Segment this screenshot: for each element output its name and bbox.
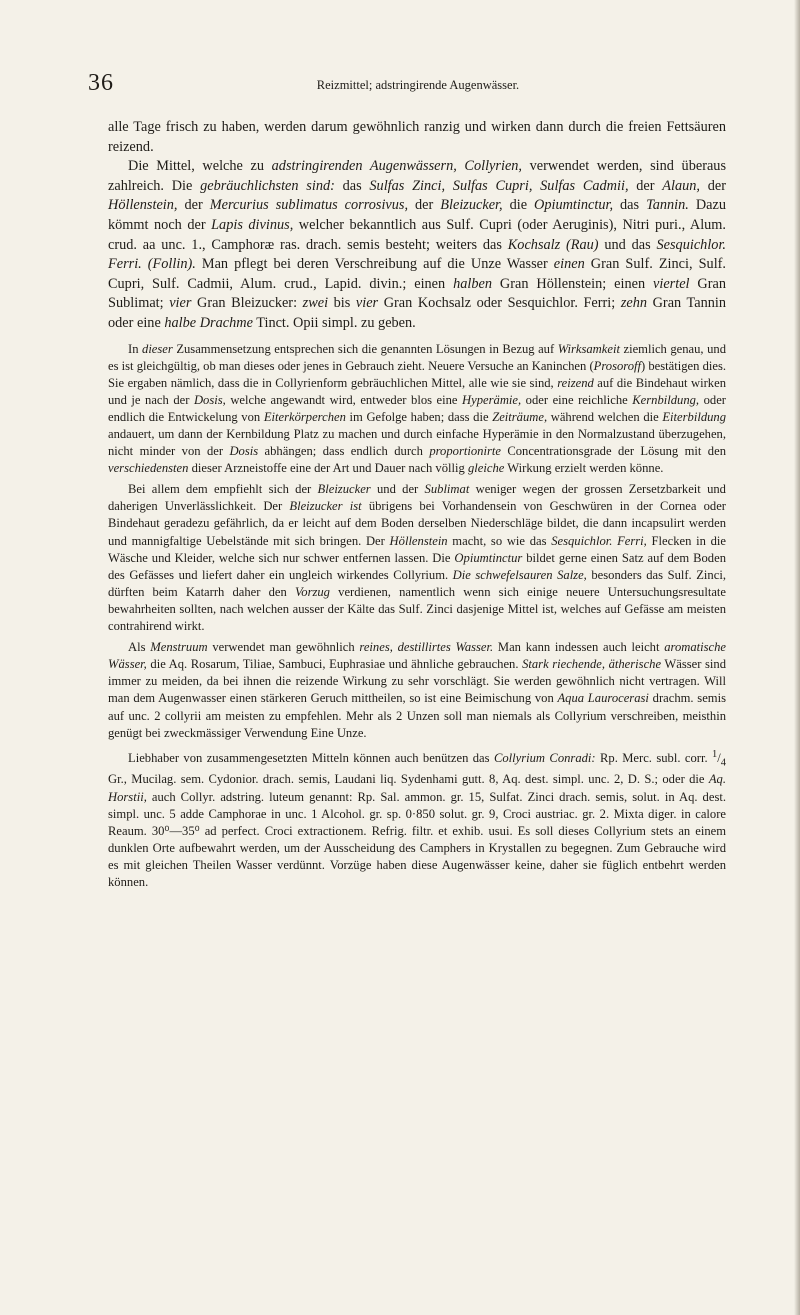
paragraph-4: Bei allem dem empfiehlt sich der Bleizucker und der Sublimat weniger wegen der grossen Zersetzbarkeit und daherigen Unverlässlichkeit. Der Bleizucker ist übrigens bei Vorhandensein von Geschwüren in der Cornea oder Bindehaut geradezu gefährlich, da er leicht auf dem Boden derselben Niederschläge bildet, die dann incapsulirt werden und mannigfaltige Uebelstände mit sich bringen. Der Höllenstein macht, so wie das Sesquichlor. Ferri, Flecken in die Wäsche und Kleider, welche sich nur schwer entfernen lassen. Die Opiumtinctur bildet gerne einen Satz auf dem Boden des Gefässes und liefert daher ein ungleich wirkendes Collyrium. Die schwefelsauren Salze, besonders das Sulf. Zinci, dürften beim Katarrh daher den Vorzug verdienen, namentlich wenn sich einige neuere Untersuchungsresultate bewahrheiten sollten, nach welchen ausser der Kälte das Sulf. Zinci dasjenige Mittel ist, welches auf Gefässe am meisten contrahirend wirkt. (108, 482, 726, 634)
paragraph-6: Liebhaber von zusammengesetzten Mitteln können auch benützen das Collyrium Conradi: Rp. Merc. subl. corr. $^1/_4$ Gr., Mucilag. sem. Cydonior. drach. semis, Laudani liq. Sydenhami gutt. 8, Aq. dest. simpl. unc. 2, D. S.; oder die Aq. Horstii, auch Collyr. adstring. luteum genannt: Rp. Sal. ammon. gr. 15, Sulfat. Zinci drach. semis, solut. in Aq. dest. simpl. unc. 5 adde Camphorae in unc. 1 Alcohol. gr. sp. 0·850 solut. gr. 9, Croci austriac. gr. 2. Mixta diger. in calore Reaum. 30⁰—35⁰ ad perfect. Croci extractionem. Refrig. filtr. et exhib. usui. Es soll dieses Collyrium stets an einem dunklen Orte aufbewahrt werden, um der Ausscheidung des Camphers in Krystallen zu begegnen. Zum Gebrauche wird es mit gleichen Theilen Wasser verdünnt. Vorzüge haben diese Augenwässer keine, daher sie füglich entbehrt werden können. (108, 748, 726, 890)
paragraph-3: In dieser Zusammensetzung entsprechen sich die genannten Lösungen in Bezug auf Wirksamkeit ziemlich genau, und es ist gleichgültig, ob man dieses oder jenes in Gebrauch zieht. Neuere Versuche an Kaninchen (Prosoroff) bestätigen dies. Sie ergaben nämlich, dass die in Collyrienform gebräuchlichen Mittel, alle wie sie sind, reizend auf die Bindehaut wirken und je nach der Dosis, welche angewandt wird, entweder blos eine Hyperämie, oder eine reichliche Kernbildung, oder endlich die Entwickelung von Eiterkörperchen im Gefolge haben; dass die Zeiträume, während welchen die Eiterbildung andauert, um dann der Kernbildung Platz zu machen und durch einfache Hyperämie in den Normalzustand überzugehen, nicht minder von der Dosis abhängen; dass endlich durch proportionirte Concentrationsgrade der Lösung mit den verschiedensten dieser Arzneistoffe eine der Art und Dauer nach völlig gleiche Wirkung erzielt werden könne. (108, 341, 727, 476)
paragraph-5: Als Menstruum verwendet man gewöhnlich reines, destillirtes Wasser. Man kann indessen auch leicht aromatische Wässer, die Aq. Rosarum, Tiliae, Sambuci, Euphrasiae und ähnliche gebrauchen. Stark riechende, ätherische Wässer sind immer zu meiden, da bei ihnen die reizende Wirkung zu sehr vorschlägt. Sie werden gewöhnlich nicht vertragen. Will man dem Augenwasser einen stärkeren Geruch mittheilen, so ist eine Beimischung von Aqua Laurocerasi drachm. semis auf unc. 2 collyrii am meisten zu empfehlen. Mehr als 2 Unzen soll man niemals als Collyrium verschreiben, meisthin genügt bei zweckmässiger Verwendung Eine Unze. (108, 640, 727, 740)
page-edge-shadow (794, 0, 800, 1315)
paragraph-1: alle Tage frisch zu haben, werden darum gewöhnlich ranzig und wirken dann durch die freien Fettsäuren reizend. (108, 119, 726, 155)
page-body (108, 118, 726, 891)
running-title: Reizmittel; adstringirende Augenwässer. (316, 78, 520, 92)
paragraph-2: Die Mittel, welche zu adstringirenden Augenwässern, Collyrien, verwendet werden, sind überaus zahlreich. Die gebräuchlichsten sind: das Sulfas Zinci, Sulfas Cupri, Sulfas Cadmii, der Alaun, der Höllenstein, der Mercurius sublimatus corrosivus, der Bleizucker, die Opiumtinctur, das Tannin. Dazu kömmt noch der Lapis divinus, welcher bekanntlich aus Sulf. Cupri (oder Aeruginis), Nitri puri., Alum. crud. aa unc. 1., Camphoræ ras. drach. semis besteht; weiters das Kochsalz (Rau) und das Sesquichlor. Ferri. (Follin). Man pflegt bei deren Verschreibung auf die Unze Wasser einen Gran Sulf. Zinci, Sulf. Cupri, Sulf. Cadmii, Alum. crud., Lapid. divin.; einen halben Gran Höllenstein; einen viertel Gran Sublimat; vier Gran Bleizucker: zwei bis vier Gran Kochsalz oder Sesquichlor. Ferri; zehn Gran Tannin oder eine halbe Drachme Tinct. Opii simpl. zu geben. (108, 158, 727, 331)
page-number: 36 (88, 70, 114, 96)
page-header (88, 68, 748, 110)
